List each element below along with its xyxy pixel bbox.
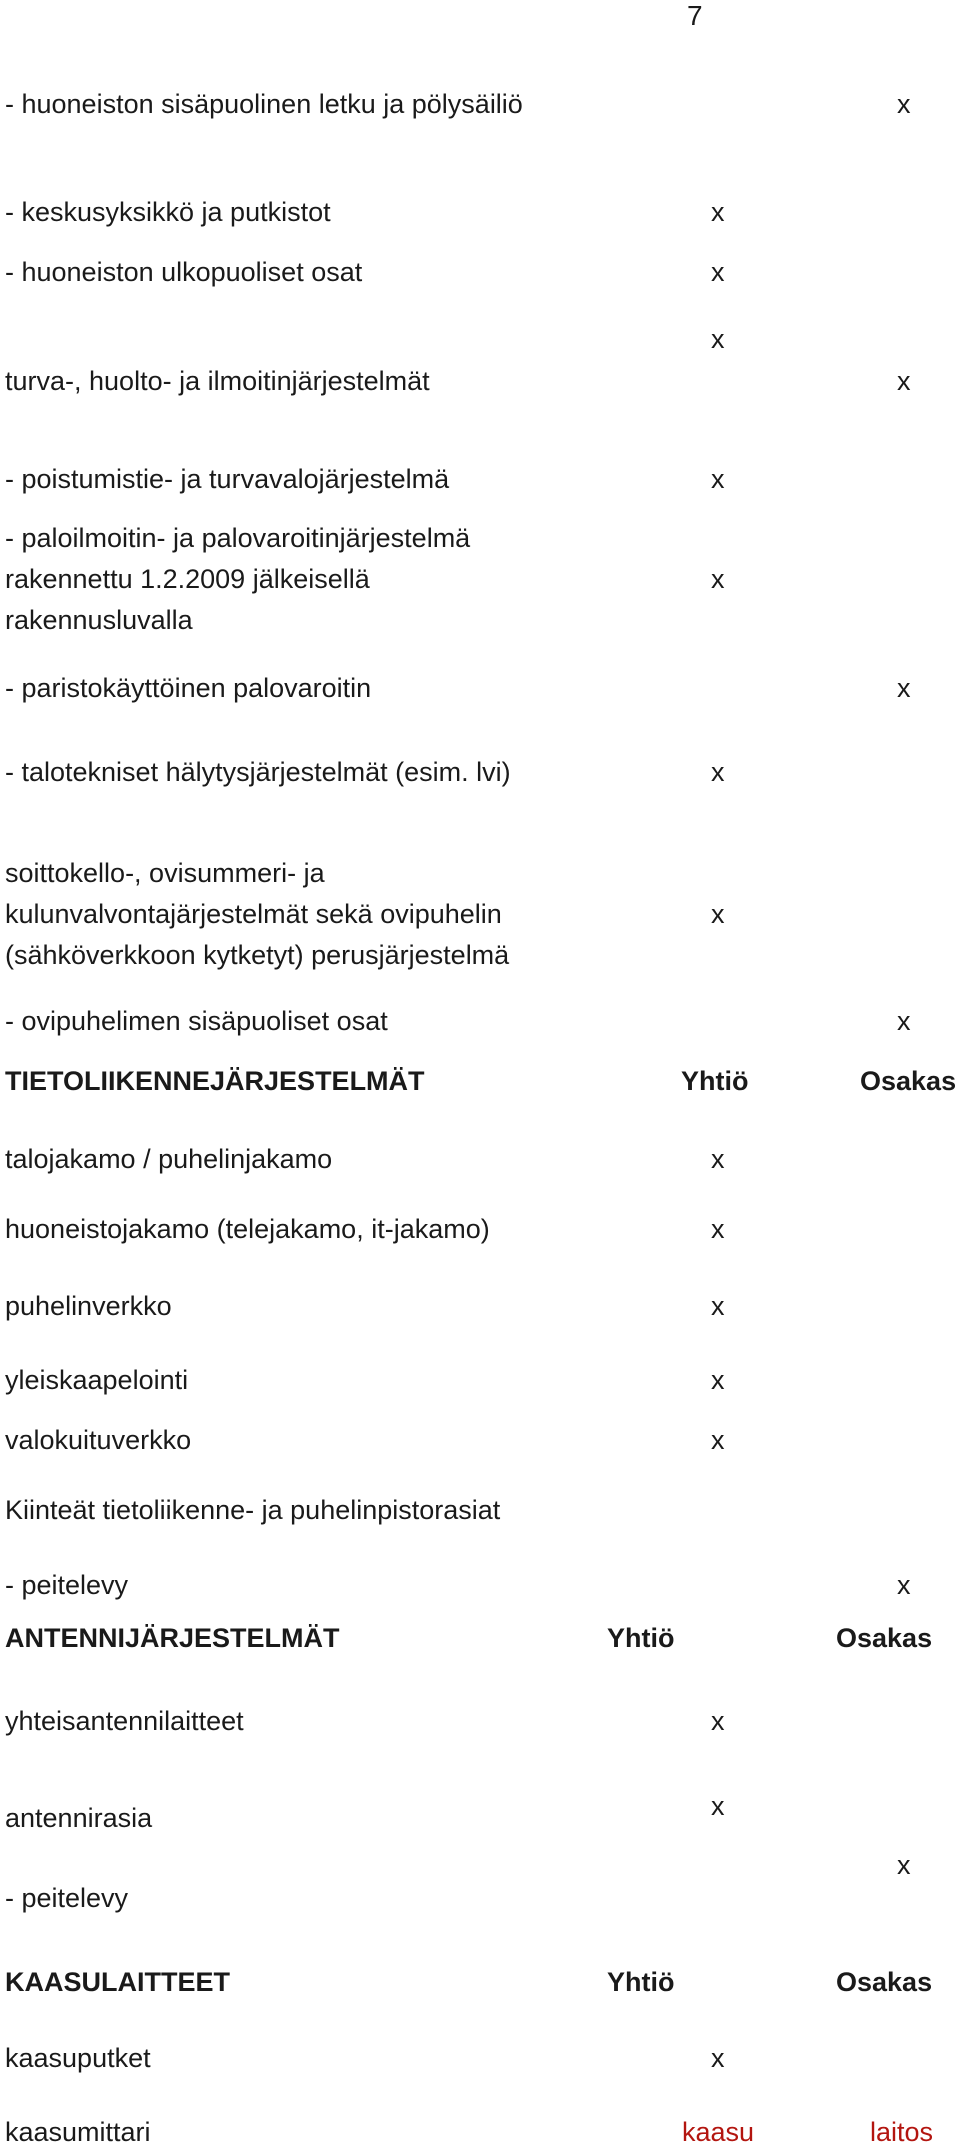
- row-label: valokuituverkko: [5, 1425, 192, 1455]
- osakas-mark: x: [897, 89, 911, 119]
- osakas-mark: x: [897, 366, 911, 396]
- row-label: - peitelevy: [5, 1570, 129, 1600]
- yhtio-mark: x: [711, 1706, 725, 1736]
- row-label: yhteisantennilaitteet: [5, 1706, 244, 1736]
- yhtio-mark: x: [711, 899, 725, 929]
- section-heading-antenni: ANTENNIJÄRJESTELMÄT: [5, 1623, 340, 1653]
- yhtio-note: kaasu: [682, 2117, 755, 2147]
- row-label: - paristokäyttöinen palovaroitin: [5, 673, 372, 703]
- yhtio-mark: x: [711, 1291, 725, 1321]
- section-heading-kaasu: KAASULAITTEET: [5, 1967, 230, 1997]
- row-label: - poistumistie- ja turvavalojärjestelmä: [5, 464, 450, 494]
- osakas-header: Osakas: [836, 1967, 933, 1997]
- row-label: antennirasia: [5, 1803, 153, 1833]
- osakas-mark: x: [897, 1850, 911, 1880]
- page-number: 7: [687, 0, 703, 31]
- yhtio-mark: x: [711, 464, 725, 494]
- yhtio-mark: x: [711, 1365, 725, 1395]
- osakas-note: laitos: [870, 2117, 934, 2147]
- section-heading-tietoliikenne: TIETOLIIKENNEJÄRJESTELMÄT: [5, 1066, 425, 1096]
- osakas-mark: x: [897, 673, 911, 703]
- osakas-header: Osakas: [836, 1623, 933, 1653]
- row-label-line1: - paloilmoitin- ja palovaroitinjärjestelmä: [5, 523, 471, 553]
- yhtio-header: Yhtiö: [607, 1623, 675, 1653]
- yhtio-mark: x: [711, 564, 725, 594]
- row-label-line3: (sähköverkkoon kytketyt) perusjärjestelmä: [5, 940, 510, 970]
- row-label: kaasuputket: [5, 2043, 151, 2073]
- row-label-line2: rakennettu 1.2.2009 jälkeisellä: [5, 564, 370, 594]
- yhtio-header: Yhtiö: [607, 1967, 675, 1997]
- yhtio-mark: x: [711, 197, 725, 227]
- row-label: - huoneiston ulkopuoliset osat: [5, 257, 363, 287]
- yhtio-mark: x: [711, 2043, 725, 2073]
- row-label-line3: rakennusluvalla: [5, 605, 193, 635]
- row-label: puhelinverkko: [5, 1291, 172, 1321]
- row-label: - peitelevy: [5, 1883, 129, 1913]
- row-label: - huoneiston sisäpuolinen letku ja pölysäiliö: [5, 89, 523, 119]
- yhtio-mark: x: [711, 757, 725, 787]
- row-label: - keskusyksikkö ja putkistot: [5, 197, 331, 227]
- osakas-mark: x: [897, 1006, 911, 1036]
- yhtio-mark: x: [711, 324, 725, 354]
- yhtio-mark: x: [711, 1425, 725, 1455]
- yhtio-header: Yhtiö: [681, 1066, 749, 1096]
- yhtio-mark: x: [711, 1144, 725, 1174]
- row-label: yleiskaapelointi: [5, 1365, 189, 1395]
- yhtio-mark: x: [711, 257, 725, 287]
- row-label: turva-, huolto- ja ilmoitinjärjestelmät: [5, 366, 430, 396]
- osakas-header: Osakas: [860, 1066, 957, 1096]
- row-label: - ovipuhelimen sisäpuoliset osat: [5, 1006, 388, 1036]
- row-label: - talotekniset hälytysjärjestelmät (esim. lvi): [5, 757, 511, 787]
- row-label: huoneistojakamo (telejakamo, it-jakamo): [5, 1214, 490, 1244]
- row-label: talojakamo / puhelinjakamo: [5, 1144, 333, 1174]
- row-label-line1: soittokello-, ovisummeri- ja: [5, 858, 325, 888]
- yhtio-mark: x: [711, 1791, 725, 1821]
- row-label-line2: kulunvalvontajärjestelmät sekä ovipuhelin: [5, 899, 502, 929]
- osakas-mark: x: [897, 1570, 911, 1600]
- yhtio-mark: x: [711, 1214, 725, 1244]
- row-label: kaasumittari: [5, 2117, 151, 2147]
- row-label: Kiinteät tietoliikenne- ja puhelinpistorasiat: [5, 1495, 501, 1525]
